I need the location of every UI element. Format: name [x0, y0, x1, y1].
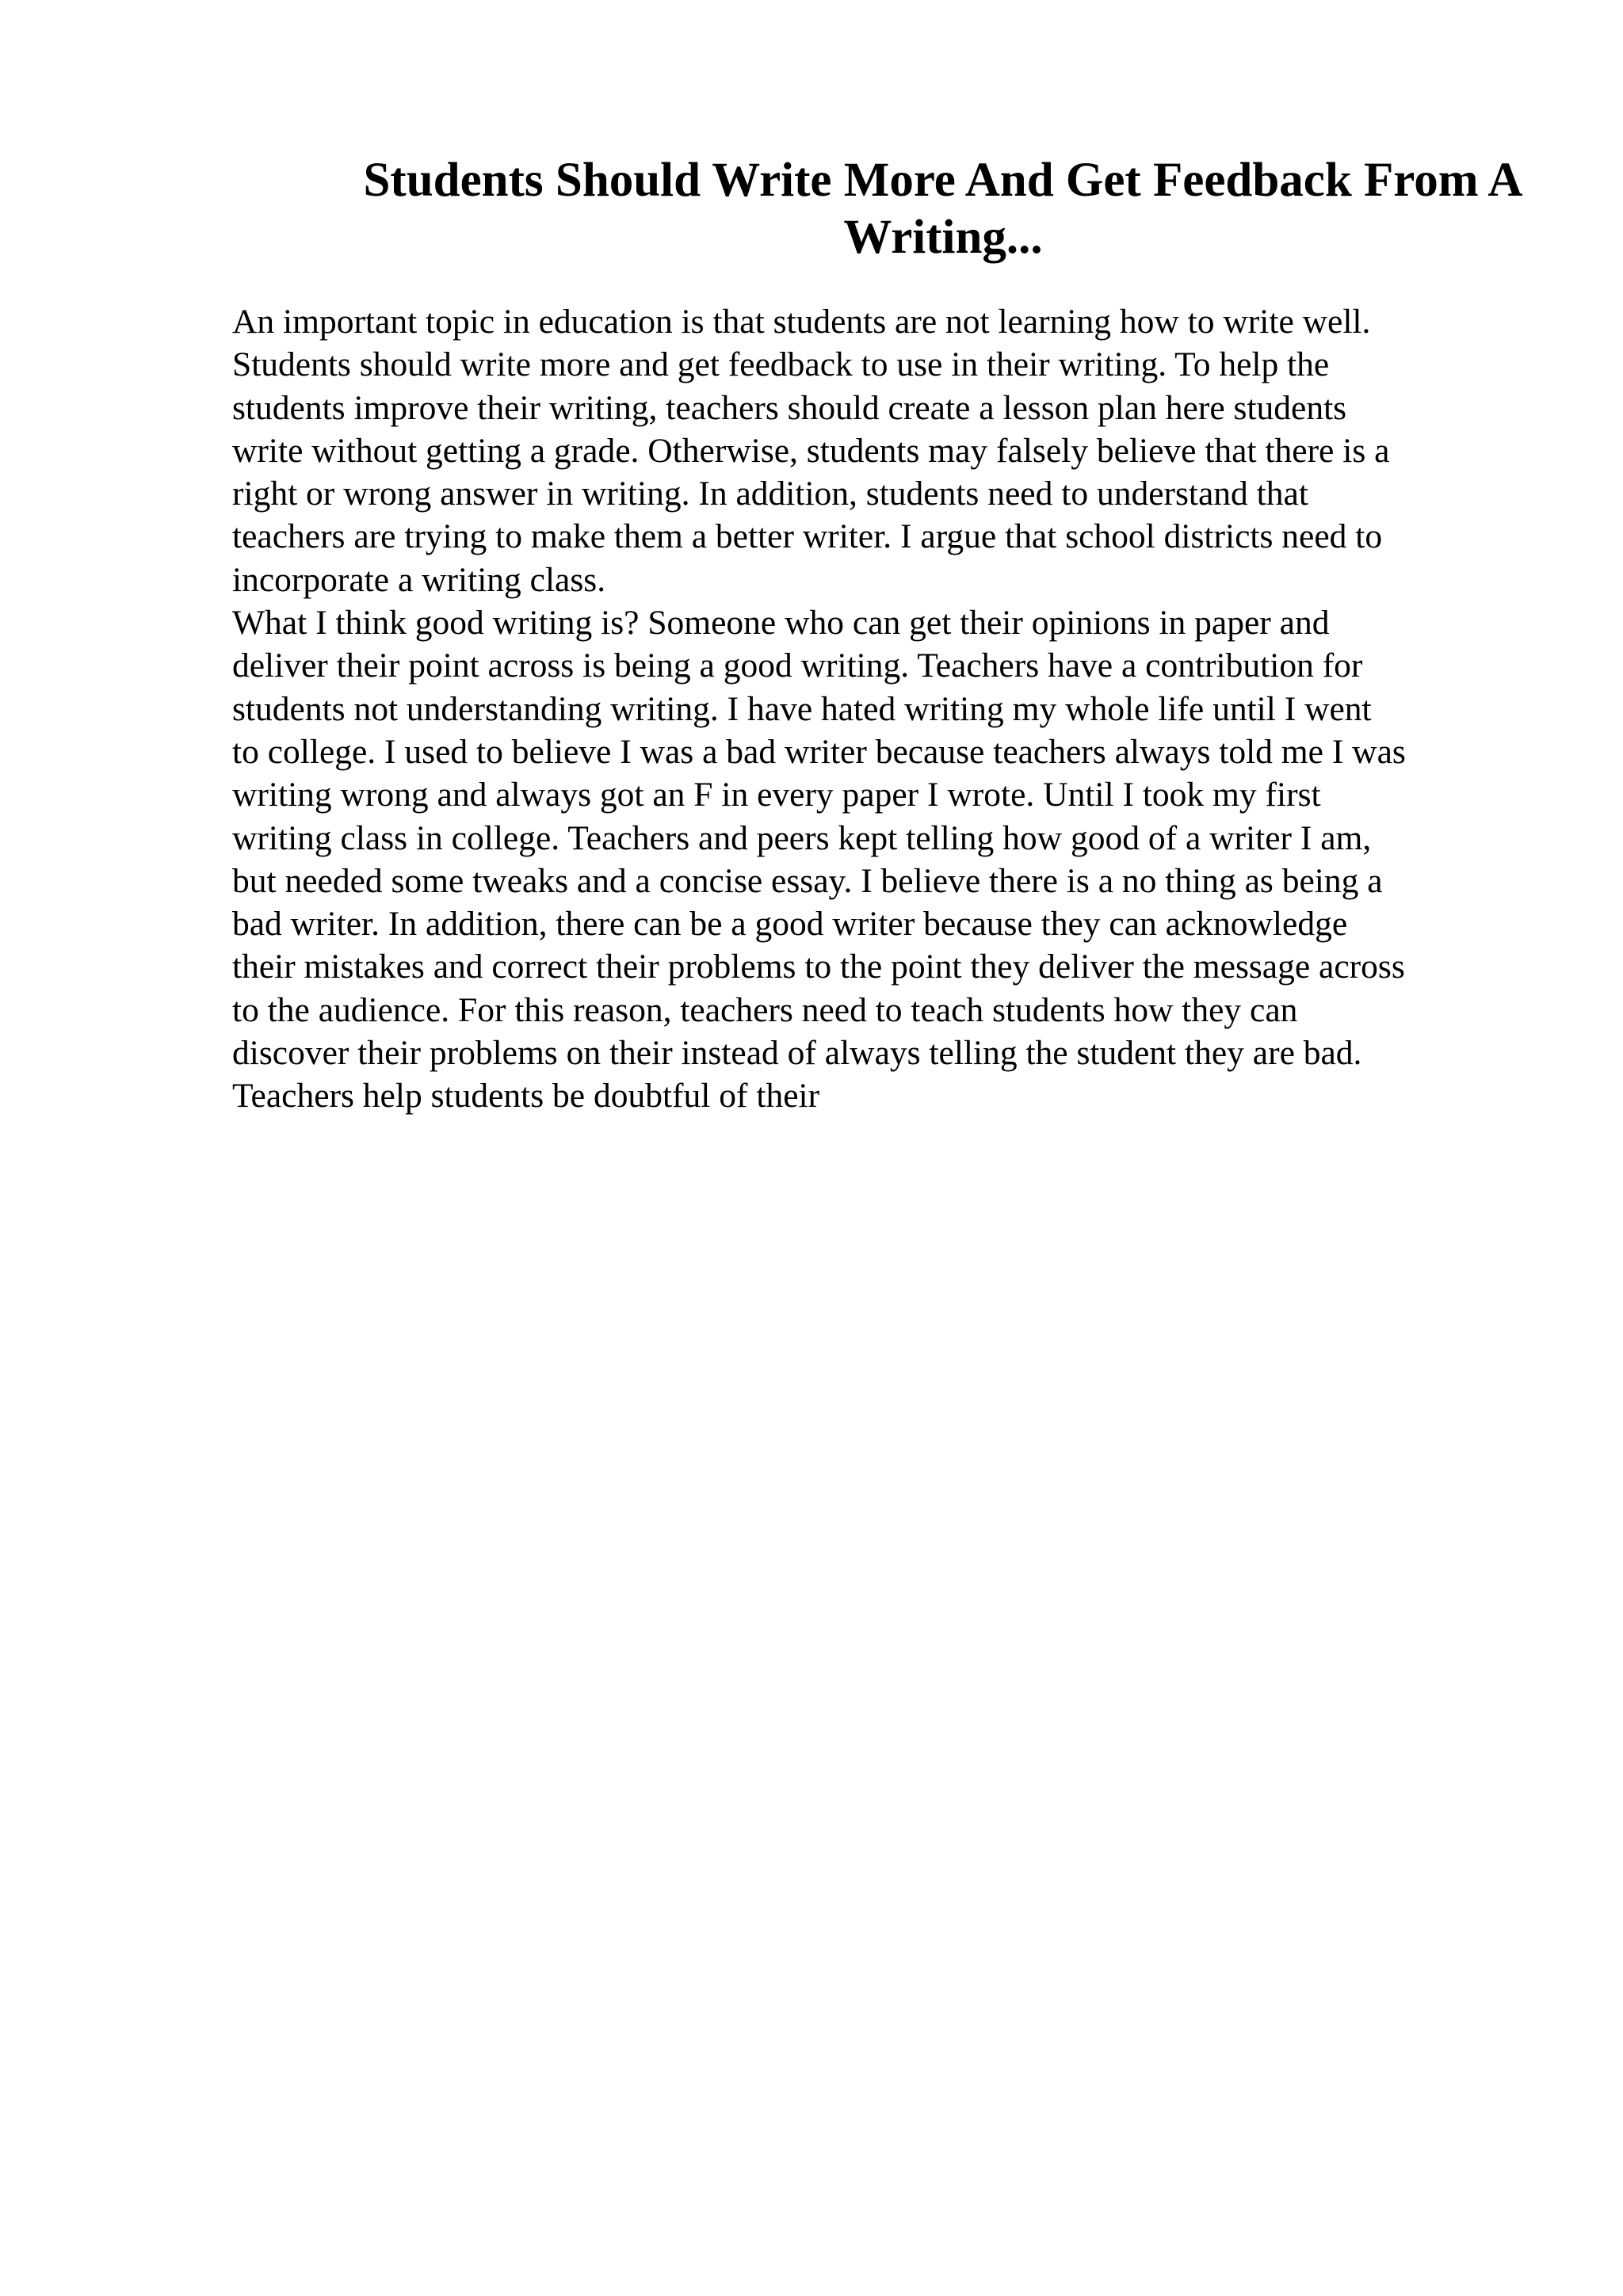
document-title: [269, 152, 1617, 266]
text-line: write without getting a grade. Otherwise, students may falsely believe that there is a: [232, 431, 1390, 470]
text-line: teachers are trying to make them a better writer. I argue that school districts need to: [232, 517, 1383, 556]
text-line: to college. I used to believe I was a bad writer because teachers always told me I was: [232, 732, 1406, 771]
text-line: their mistakes and correct their problems to the point they deliver the message across: [232, 948, 1405, 986]
text-line: An important topic in education is that students are not learning how to write well.: [232, 303, 1371, 341]
text-line: students not understanding writing. I have hated writing my whole life until I went: [232, 689, 1372, 728]
text-line: to the audience. For this reason, teachers need to teach students how they can: [232, 990, 1298, 1029]
document-body: [232, 300, 1579, 1118]
text-line: Teachers help students be doubtful of their: [232, 1077, 820, 1116]
text-line: bad writer. In addition, there can be a good writer because they can acknowledge: [232, 905, 1348, 944]
text-line: incorporate a writing class.: [232, 560, 606, 599]
text-line: writing class in college. Teachers and peers kept telling how good of a writer I am,: [232, 818, 1372, 857]
text-line: Students should write more and get feedback to use in their writing. To help the: [232, 345, 1330, 384]
title-line: Writing...: [843, 211, 1043, 264]
text-line: What I think good writing is? Someone who can get their opinions in paper and: [232, 604, 1330, 643]
text-line: students improve their writing, teachers should create a lesson plan here students: [232, 388, 1347, 427]
text-line: writing wrong and always got an F in every paper I wrote. Until I took my first: [232, 776, 1321, 814]
text-line: right or wrong answer in writing. In addition, students need to understand that: [232, 475, 1308, 513]
text-line: deliver their point across is being a good writing. Teachers have a contribution for: [232, 646, 1363, 685]
text-line: discover their problems on their instead of always telling the student they are bad.: [232, 1034, 1362, 1073]
text-line: but needed some tweaks and a concise essay. I believe there is a no thing as being a: [232, 861, 1383, 900]
title-line: Students Should Write More And Get Feedback From A: [363, 154, 1523, 207]
